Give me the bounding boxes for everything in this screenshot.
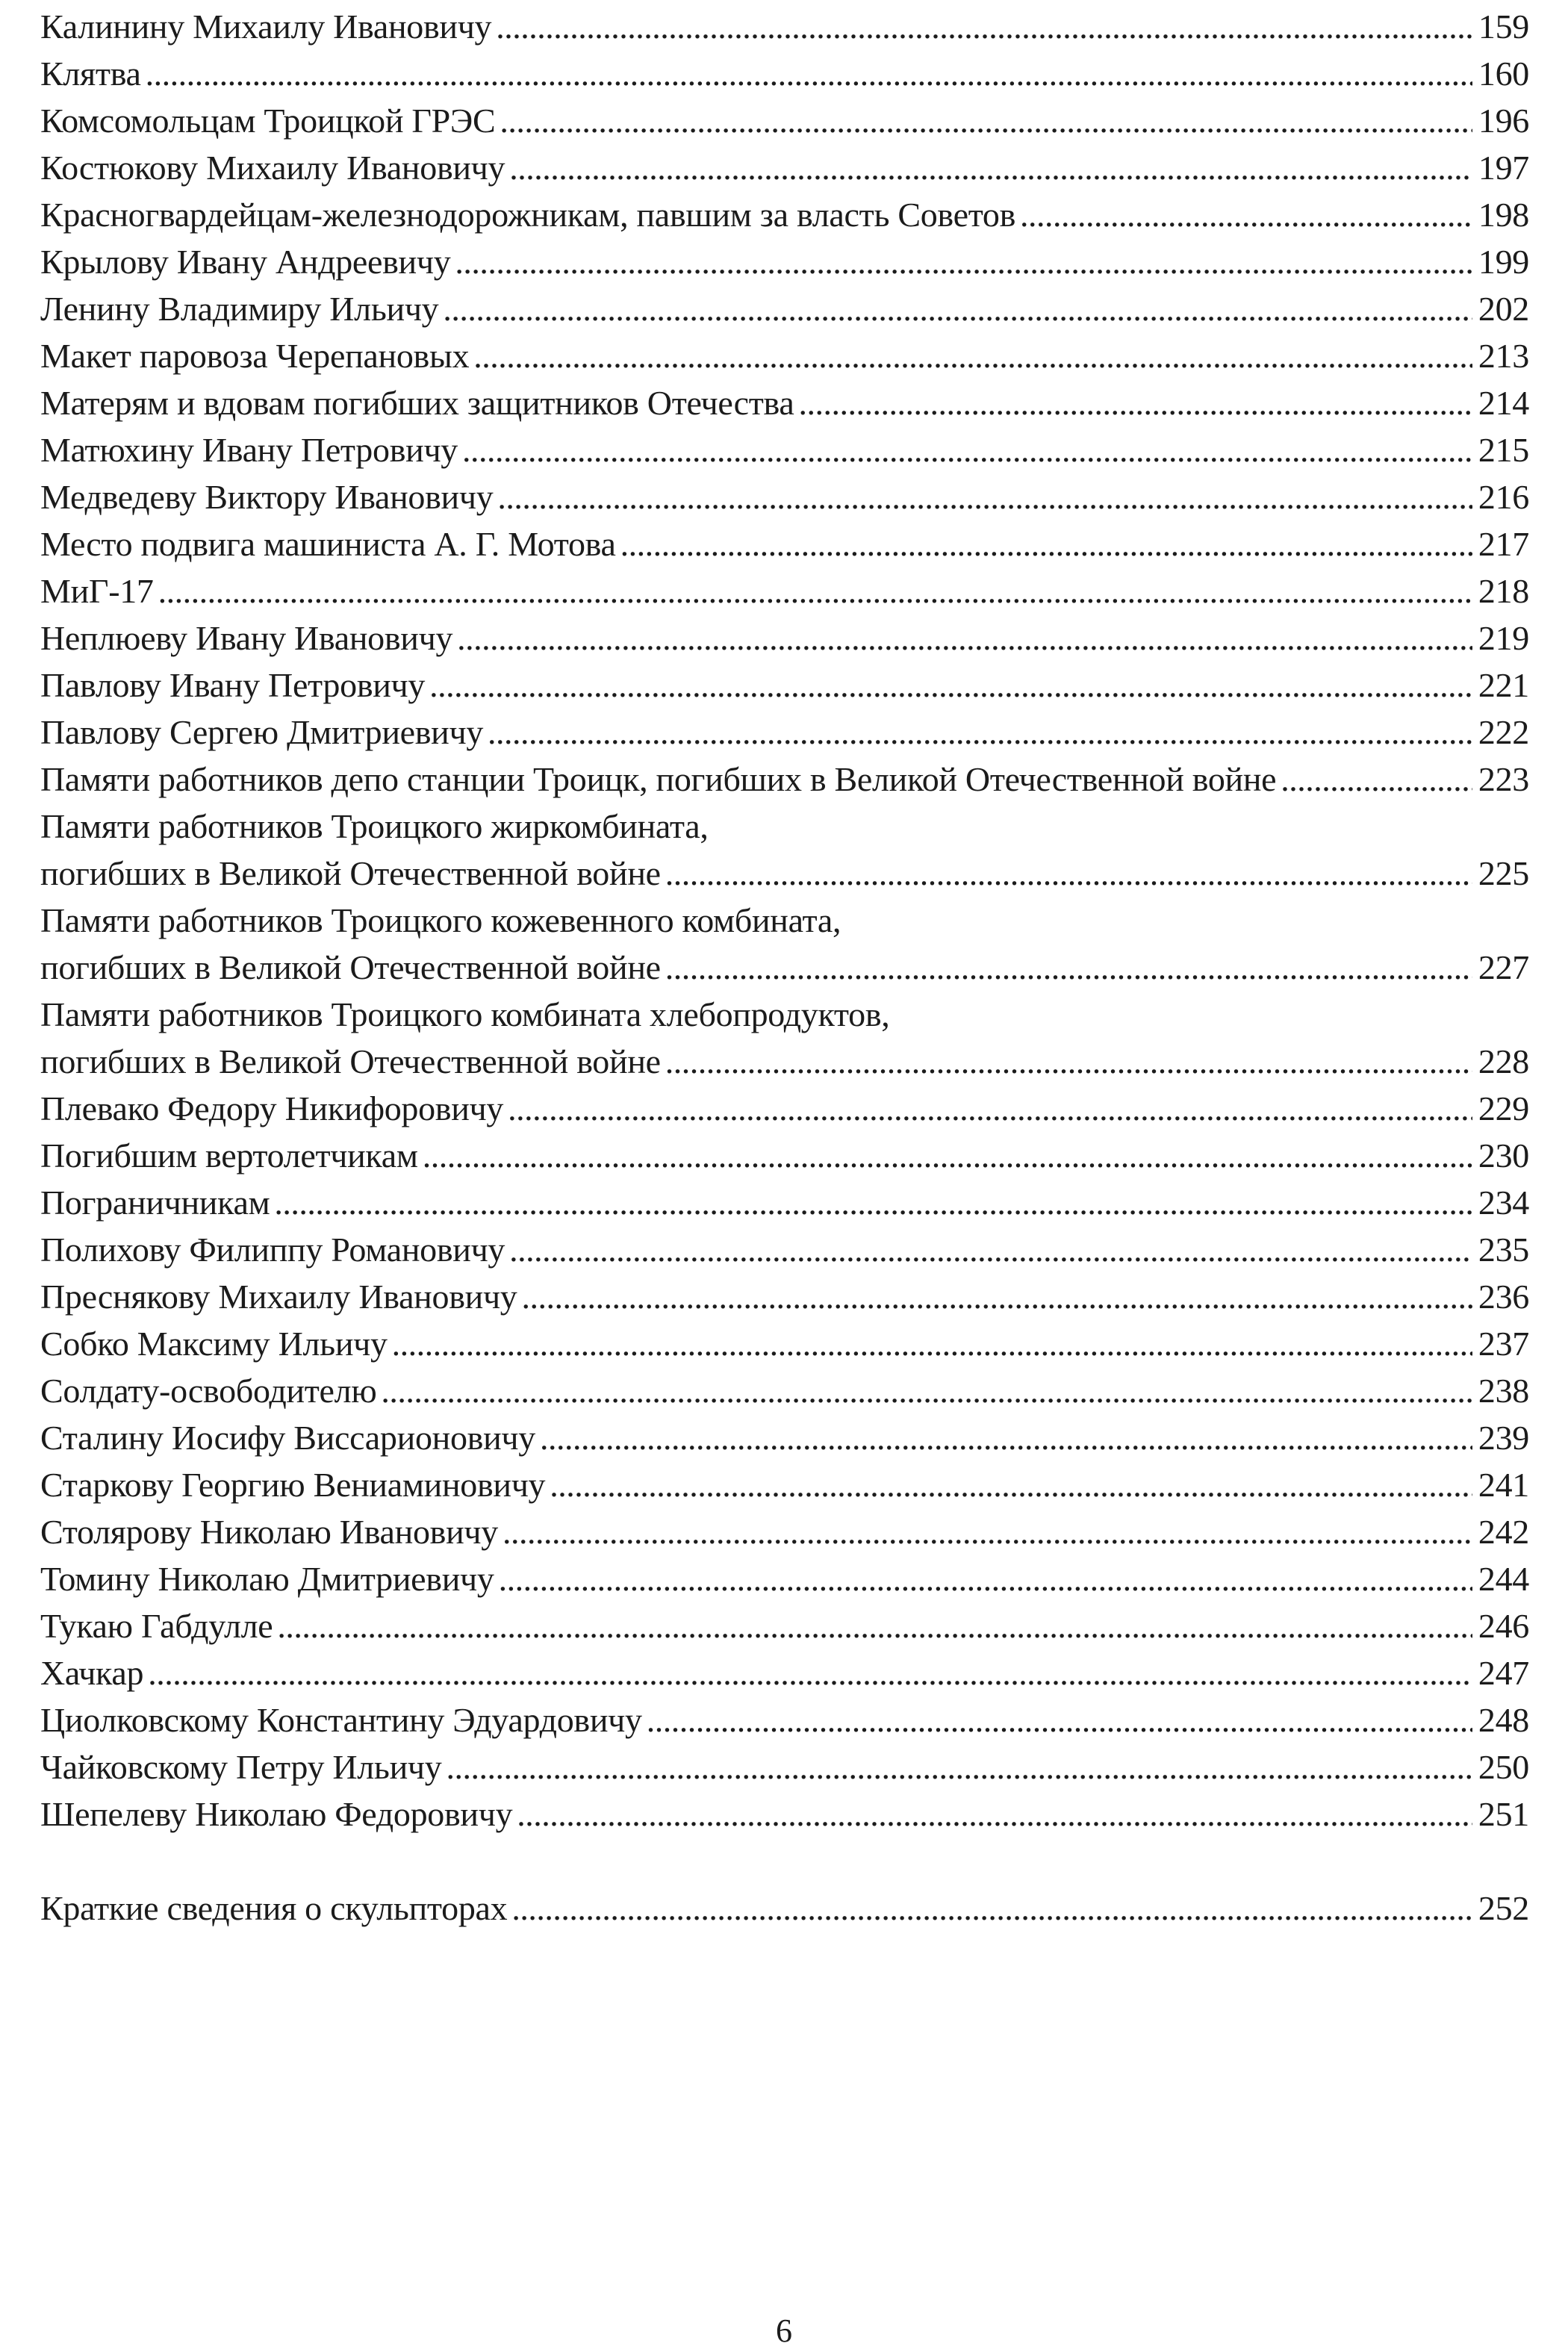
dot-leader	[647, 1696, 1472, 1743]
toc-entry-wrap-line	[40, 803, 1529, 850]
toc-entry-page: 198	[1478, 196, 1529, 234]
toc-entry-last-line	[40, 1179, 1529, 1226]
toc-entry-wrap-line	[40, 991, 1529, 1038]
dot-leader	[511, 1885, 1472, 1932]
toc-entry-title: Ленину Владимиру Ильичу	[40, 290, 439, 328]
toc-entry-page: 241	[1478, 1466, 1529, 1504]
toc-entry	[40, 1179, 1529, 1226]
dot-leader	[488, 709, 1472, 756]
toc-entry-page: 247	[1478, 1654, 1529, 1692]
toc-entry-title: Матерям и вдовам погибших защитников Отечества	[40, 384, 794, 422]
toc-entry	[40, 426, 1529, 473]
toc-entry-page: 235	[1478, 1231, 1529, 1269]
toc-entry	[40, 1461, 1529, 1508]
toc-entry-title: Солдату-освободителю	[40, 1372, 377, 1410]
dot-leader	[517, 1791, 1472, 1838]
toc-entry-last-line	[40, 1743, 1529, 1791]
toc-entry-page: 251	[1478, 1795, 1529, 1833]
toc-entry-page: 238	[1478, 1372, 1529, 1410]
dot-leader	[443, 285, 1472, 332]
toc-entry	[40, 1414, 1529, 1461]
toc-entry	[40, 379, 1529, 426]
toc-entry-title: Матюхину Ивану Петровичу	[40, 431, 458, 469]
toc-entry	[40, 1132, 1529, 1179]
toc-entry-title: Место подвига машиниста А. Г. Мотова	[40, 525, 616, 563]
toc-entry-page: 216	[1478, 478, 1529, 516]
toc-entry	[40, 803, 1529, 897]
toc-entry-page: 252	[1478, 1889, 1529, 1927]
dot-leader	[508, 1085, 1472, 1132]
toc-entry-title: Неплюеву Ивану Ивановичу	[40, 619, 453, 657]
dot-leader	[277, 1602, 1472, 1649]
toc-entry-title: Погибшим вертолетчикам	[40, 1136, 418, 1175]
toc-entry-last-line	[40, 1696, 1529, 1743]
toc-entry-title: погибших в Великой Отечественной войне	[40, 854, 661, 892]
toc-entry-last-line	[40, 332, 1529, 379]
toc-entry-last-line	[40, 1649, 1529, 1696]
toc-entry-title: Памяти работников Троицкого кожевенного комбината,	[40, 901, 841, 939]
toc-entry-last-line	[40, 1791, 1529, 1838]
dot-leader	[540, 1414, 1472, 1461]
toc-entry-last-line	[40, 1555, 1529, 1602]
toc-entry-page: 199	[1478, 243, 1529, 281]
toc-entry	[40, 615, 1529, 662]
toc-entry	[40, 567, 1529, 615]
toc-entry-title: Чайковскому Петру Ильичу	[40, 1748, 442, 1786]
toc-entry	[40, 709, 1529, 756]
toc-entry-last-line	[40, 1085, 1529, 1132]
toc-entry-title: Павлову Ивану Петровичу	[40, 666, 426, 704]
toc-entry-last-line	[40, 144, 1529, 191]
dot-leader	[665, 944, 1472, 991]
toc-entry	[40, 1367, 1529, 1414]
toc-entry-title: погибших в Великой Отечественной войне	[40, 948, 661, 986]
toc-entry-title: Макет паровоза Черепановых	[40, 337, 470, 375]
toc-entry-title: погибших в Великой Отечественной войне	[40, 1042, 661, 1080]
toc-entry-page: 236	[1478, 1278, 1529, 1316]
toc-entry	[40, 50, 1529, 97]
dot-leader	[509, 1226, 1472, 1273]
toc-entry-title: Столярову Николаю Ивановичу	[40, 1513, 498, 1551]
toc-entry-title: Собко Максиму Ильичу	[40, 1325, 388, 1363]
toc-entry-title: Памяти работников депо станции Троицк, погибших в Великой Отечественной войне	[40, 760, 1277, 798]
toc-entry-title: МиГ-17	[40, 572, 154, 610]
toc-entry-title: Тукаю Габдулле	[40, 1607, 273, 1645]
toc-entry-title: Павлову Сергею Дмитриевичу	[40, 713, 484, 751]
toc-entry-last-line	[40, 97, 1529, 144]
toc-entry-title: Плевако Федору Никифоровичу	[40, 1089, 504, 1127]
toc-entry-page: 229	[1478, 1089, 1529, 1127]
toc-entry-page: 246	[1478, 1607, 1529, 1645]
toc-entry-page: 227	[1478, 948, 1529, 986]
toc-entry-last-line	[40, 615, 1529, 662]
toc-entry-page: 242	[1478, 1513, 1529, 1551]
toc-entry-page: 239	[1478, 1419, 1529, 1457]
toc-entry	[40, 3, 1529, 50]
toc-entry-title: Томину Николаю Дмитриевичу	[40, 1560, 494, 1598]
toc-entry	[40, 473, 1529, 520]
toc-entry-page: 234	[1478, 1183, 1529, 1222]
toc-entry-title: Клятва	[40, 55, 141, 93]
toc-entry-page: 223	[1478, 760, 1529, 798]
toc-entry	[40, 97, 1529, 144]
toc-entry	[40, 1649, 1529, 1696]
dot-leader	[274, 1179, 1472, 1226]
toc-entry-title: Полихову Филиппу Романовичу	[40, 1231, 505, 1269]
toc-entry-page: 244	[1478, 1560, 1529, 1598]
dot-leader	[496, 3, 1472, 50]
toc-entry-title: Красногвардейцам-железнодорожникам, павшим за власть Советов	[40, 196, 1016, 234]
dot-leader	[392, 1320, 1472, 1367]
dot-leader	[497, 473, 1472, 520]
toc-entry-last-line	[40, 1038, 1529, 1085]
toc-entry	[40, 1273, 1529, 1320]
toc-entry-title: Костюкову Михаилу Ивановичу	[40, 149, 505, 187]
toc-entry-last-line	[40, 567, 1529, 615]
toc-entry	[40, 191, 1529, 238]
page-number: 6	[776, 2312, 792, 2349]
dot-leader	[521, 1273, 1472, 1320]
toc-entry-page: 197	[1478, 149, 1529, 187]
toc-entry-last-line	[40, 1602, 1529, 1649]
dot-leader	[446, 1743, 1472, 1791]
dot-leader	[620, 520, 1472, 567]
toc-entry-title: Краткие сведения о скульпторах	[40, 1889, 508, 1927]
toc-entry	[40, 1885, 1529, 1932]
dot-leader	[503, 1508, 1472, 1555]
toc-entry	[40, 238, 1529, 285]
toc-entry-wrap-line	[40, 897, 1529, 944]
toc-entry-page: 237	[1478, 1325, 1529, 1363]
toc-entry-title: Шепелеву Николаю Федоровичу	[40, 1795, 513, 1833]
toc-entry-page: 222	[1478, 713, 1529, 751]
toc-entry-title: Медведеву Виктору Ивановичу	[40, 478, 494, 516]
toc-entry-last-line	[40, 520, 1529, 567]
toc-entry-page: 219	[1478, 619, 1529, 657]
dot-leader	[500, 97, 1472, 144]
toc-entry-title: Калинину Михаилу Ивановичу	[40, 7, 492, 46]
toc-entry-last-line	[40, 285, 1529, 332]
toc-entry-page: 160	[1478, 55, 1529, 93]
toc-entry-title: Преснякову Михаилу Ивановичу	[40, 1278, 517, 1316]
toc-entry	[40, 662, 1529, 709]
toc-entry-title: Памяти работников Троицкого комбината хлебопродуктов,	[40, 995, 890, 1033]
dot-leader	[550, 1461, 1472, 1508]
dot-leader	[158, 567, 1472, 615]
toc-entry-last-line	[40, 1226, 1529, 1273]
dot-leader	[1281, 756, 1472, 803]
toc-entry	[40, 991, 1529, 1085]
toc-entry-last-line	[40, 473, 1529, 520]
dot-leader	[798, 379, 1472, 426]
toc-entry-title: Комсомольцам Троицкой ГРЭС	[40, 102, 496, 140]
toc-entry-page: 250	[1478, 1748, 1529, 1786]
dot-leader	[473, 332, 1472, 379]
toc-entry-title: Пограничникам	[40, 1183, 270, 1222]
toc-entry-page: 218	[1478, 572, 1529, 610]
toc-entry-last-line	[40, 50, 1529, 97]
toc-entry-page: 202	[1478, 290, 1529, 328]
toc-entry	[40, 1226, 1529, 1273]
dot-leader	[462, 426, 1472, 473]
toc-entry-page: 248	[1478, 1701, 1529, 1739]
toc-entry	[40, 144, 1529, 191]
dot-leader	[499, 1555, 1472, 1602]
toc-entry-title: Циолковскому Константину Эдуардовичу	[40, 1701, 642, 1739]
toc-entry-last-line	[40, 3, 1529, 50]
toc-entry-last-line	[40, 709, 1529, 756]
dot-leader	[457, 615, 1472, 662]
toc-entry-page: 230	[1478, 1136, 1529, 1175]
toc-entry-page: 213	[1478, 337, 1529, 375]
toc-entry-page: 159	[1478, 7, 1529, 46]
toc-entry	[40, 1320, 1529, 1367]
toc-entry-last-line	[40, 756, 1529, 803]
toc-entry-page: 217	[1478, 525, 1529, 563]
dot-leader	[423, 1132, 1472, 1179]
toc-entry-page: 225	[1478, 854, 1529, 892]
toc-entry-page: 215	[1478, 431, 1529, 469]
toc-entry	[40, 332, 1529, 379]
toc-entry-page: 228	[1478, 1042, 1529, 1080]
dot-leader	[381, 1367, 1472, 1414]
toc-entry-title: Сталину Иосифу Виссарионовичу	[40, 1419, 535, 1457]
toc-entry	[40, 1602, 1529, 1649]
dot-leader	[509, 144, 1472, 191]
toc-entry-last-line	[40, 850, 1529, 897]
toc-entry	[40, 897, 1529, 991]
toc-entry	[40, 756, 1529, 803]
dot-leader	[1020, 191, 1472, 238]
dot-leader	[146, 50, 1472, 97]
toc-entry	[40, 1743, 1529, 1791]
dot-leader	[665, 1038, 1472, 1085]
toc-entry-last-line	[40, 191, 1529, 238]
toc-entry	[40, 520, 1529, 567]
toc-entry-last-line	[40, 238, 1529, 285]
dot-leader	[665, 850, 1472, 897]
toc-entry-title: Памяти работников Троицкого жиркомбината,	[40, 807, 709, 845]
dot-leader	[455, 238, 1472, 285]
toc-entry	[40, 1696, 1529, 1743]
toc-entry-last-line	[40, 426, 1529, 473]
toc-entry-title: Крылову Ивану Андреевичу	[40, 243, 451, 281]
toc-entry-page: 214	[1478, 384, 1529, 422]
dot-leader	[429, 662, 1472, 709]
toc-entry	[40, 1085, 1529, 1132]
toc-entry-last-line	[40, 379, 1529, 426]
toc-entry-last-line	[40, 1461, 1529, 1508]
toc-entry	[40, 285, 1529, 332]
toc-entry-last-line	[40, 1273, 1529, 1320]
toc-entry-last-line	[40, 944, 1529, 991]
toc-entry	[40, 1555, 1529, 1602]
toc-entry-last-line	[40, 1508, 1529, 1555]
toc-entry-last-line	[40, 1320, 1529, 1367]
toc-entry	[40, 1791, 1529, 1838]
page-footer	[0, 2312, 1568, 2349]
toc-entry-title: Хачкар	[40, 1654, 144, 1692]
toc-entry-last-line	[40, 1367, 1529, 1414]
toc-entry	[40, 1508, 1529, 1555]
toc-entry-page: 221	[1478, 666, 1529, 704]
dot-leader	[148, 1649, 1472, 1696]
toc-entry-last-line	[40, 1414, 1529, 1461]
toc-entry-last-line	[40, 1885, 1529, 1932]
toc-entry-last-line	[40, 1132, 1529, 1179]
toc-entry-title: Старкову Георгию Вениаминовичу	[40, 1466, 546, 1504]
toc-entry-page: 196	[1478, 102, 1529, 140]
toc-entry-last-line	[40, 662, 1529, 709]
